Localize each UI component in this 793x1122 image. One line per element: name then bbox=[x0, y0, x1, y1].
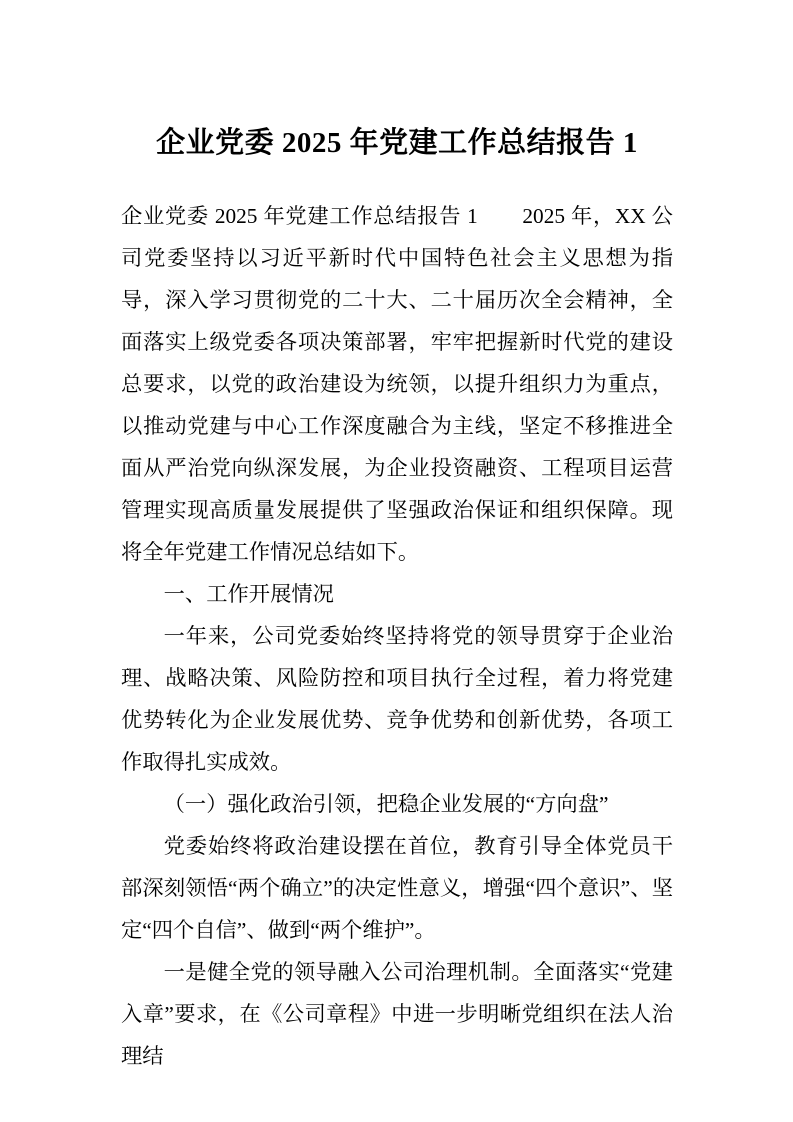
subsection-heading: （一）强化政治引领，把稳企业发展的“方向盘” bbox=[163, 792, 609, 816]
paragraph: 一是健全党的领导融入公司治理机制。全面落实“党建入章”要求，在《公司章程》中进一步明晰党组织在法人治理结 bbox=[121, 960, 673, 1068]
section-heading: 一、工作开展情况 bbox=[163, 582, 334, 606]
document-body bbox=[121, 195, 673, 1077]
paragraph: 一年来，公司党委始终坚持将党的领导贯穿于企业治理、战略决策、风险防控和项目执行全过程，着力将党建优势转化为企业发展优势、竞争优势和创新优势，各项工作取得扎实成效。 bbox=[121, 624, 673, 774]
document-title: 企业党委 2025 年党建工作总结报告 1 bbox=[156, 127, 638, 159]
paragraph: 党委始终将政治建设摆在首位，教育引导全体党员干部深刻领悟“两个确立”的决定性意义，增强“四个意识”、坚定“四个自信”、做到“两个维护”。 bbox=[121, 834, 673, 942]
paragraph: 企业党委 2025 年党建工作总结报告 1 2025 年，XX 公司党委坚持以习近平新时代中国特色社会主义思想为指导，深入学习贯彻党的二十大、二十届历次全会精神，全面落实上级党委各项决策部署，牢牢把握新时代党的建设总要求，以党的政治建设为统领，以提升组织力为重点，以推动党建与中心工作深度融合为主线，坚定不移推进全面从严治党向纵深发展，为企业投资融资、工程项目运营管理实现高质量发展提供了坚强政治保证和组织保障。现将全年党建工作情况总结如下。 bbox=[121, 204, 673, 564]
